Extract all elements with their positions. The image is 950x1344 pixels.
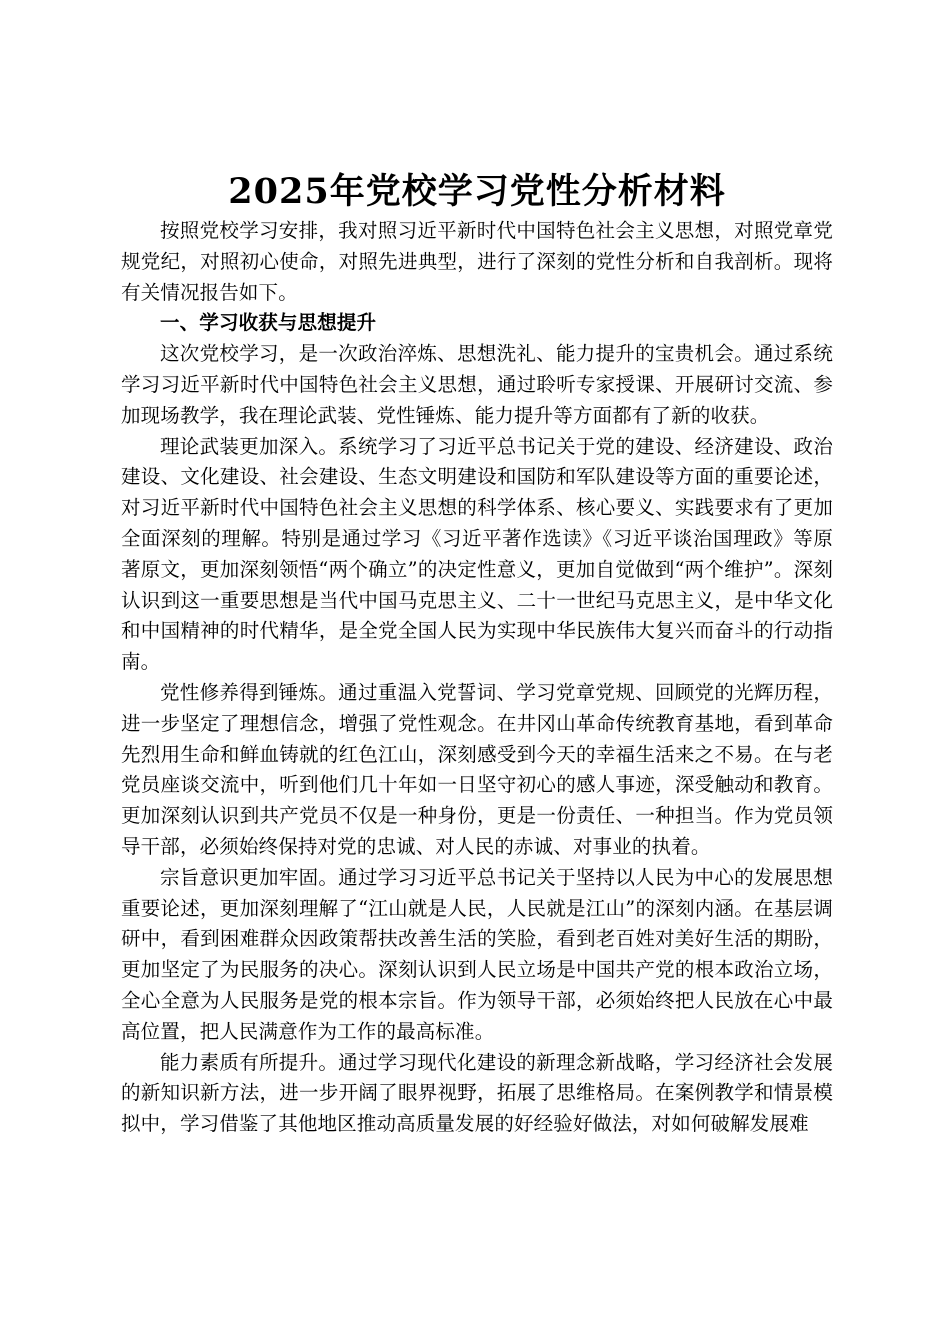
intro-paragraph: 按照党校学习安排，我对照习近平新时代中国特色社会主义思想，对照党章党规党纪，对照初心使命，对照先进典型，进行了深刻的党性分析和自我剖析。现将有关情况报告如下。 (121, 219, 833, 304)
document-body (121, 216, 833, 1140)
document-title: 2025年党校学习党性分析材料 (228, 171, 726, 212)
body-paragraph: 宗旨意识更加牢固。通过学习习近平总书记关于坚持以人民为中心的发展思想重要论述，更加深刻理解了“江山就是人民，人民就是江山”的深刻内涵。在基层调研中，看到困难群众因政策帮扶改善生活的笑脸，看到老百姓对美好生活的期盼，更加坚定了为民服务的决心。深刻认识到人民立场是中国共产党的根本政治立场，全心全意为人民服务是党的根本宗旨。作为领导干部，必须始终把人民放在心中最高位置，把人民满意作为工作的最高标准。 (121, 865, 833, 1043)
document-content (121, 168, 833, 1140)
body-paragraph: 这次党校学习，是一次政治淬炼、思想洗礼、能力提升的宝贵机会。通过系统学习习近平新时代中国特色社会主义思想，通过聆听专家授课、开展研讨交流、参加现场教学，我在理论武装、党性锤炼、能力提升等方面都有了新的收获。 (121, 342, 833, 427)
body-paragraph: 能力素质有所提升。通过学习现代化建设的新理念新战略，学习经济社会发展的新知识新方法，进一步开阔了眼界视野，拓展了思维格局。在案例教学和情景模拟中，学习借鉴了其他地区推动高质量发展的好经验好做法，对如何破解发展难 (121, 1050, 833, 1136)
body-paragraph: 党性修养得到锤炼。通过重温入党誓词、学习党章党规、回顾党的光辉历程，进一步坚定了理想信念，增强了党性观念。在井冈山革命传统教育基地，看到革命先烈用生命和鲜血铸就的红色江山，深刻感受到今天的幸福生活来之不易。在与老党员座谈交流中，听到他们几十年如一日坚守初心的感人事迹，深受触动和教育。更加深刻认识到共产党员不仅是一种身份，更是一份责任、一种担当。作为党员领导干部，必须始终保持对党的忠诚、对人民的赤诚、对事业的执着。 (121, 680, 833, 858)
section-heading: 一、学习收获与思想提升 (160, 311, 377, 335)
body-paragraph: 理论武装更加深入。系统学习了习近平总书记关于党的建设、经济建设、政治建设、文化建设、社会建设、生态文明建设和国防和军队建设等方面的重要论述，对习近平新时代中国特色社会主义思想的科学体系、核心要义、实践要求有了更加全面深刻的理解。特别是通过学习《习近平著作选读》《习近平谈治国理政》等原著原文，更加深刻领悟“两个确立”的决定性意义，更加自觉做到“两个维护”。深刻认识到这一重要思想是当代中国马克思主义、二十一世纪马克思主义，是中华文化和中国精神的时代精华，是全党全国人民为实现中华民族伟大复兴而奋斗的行动指南。 (121, 434, 833, 674)
